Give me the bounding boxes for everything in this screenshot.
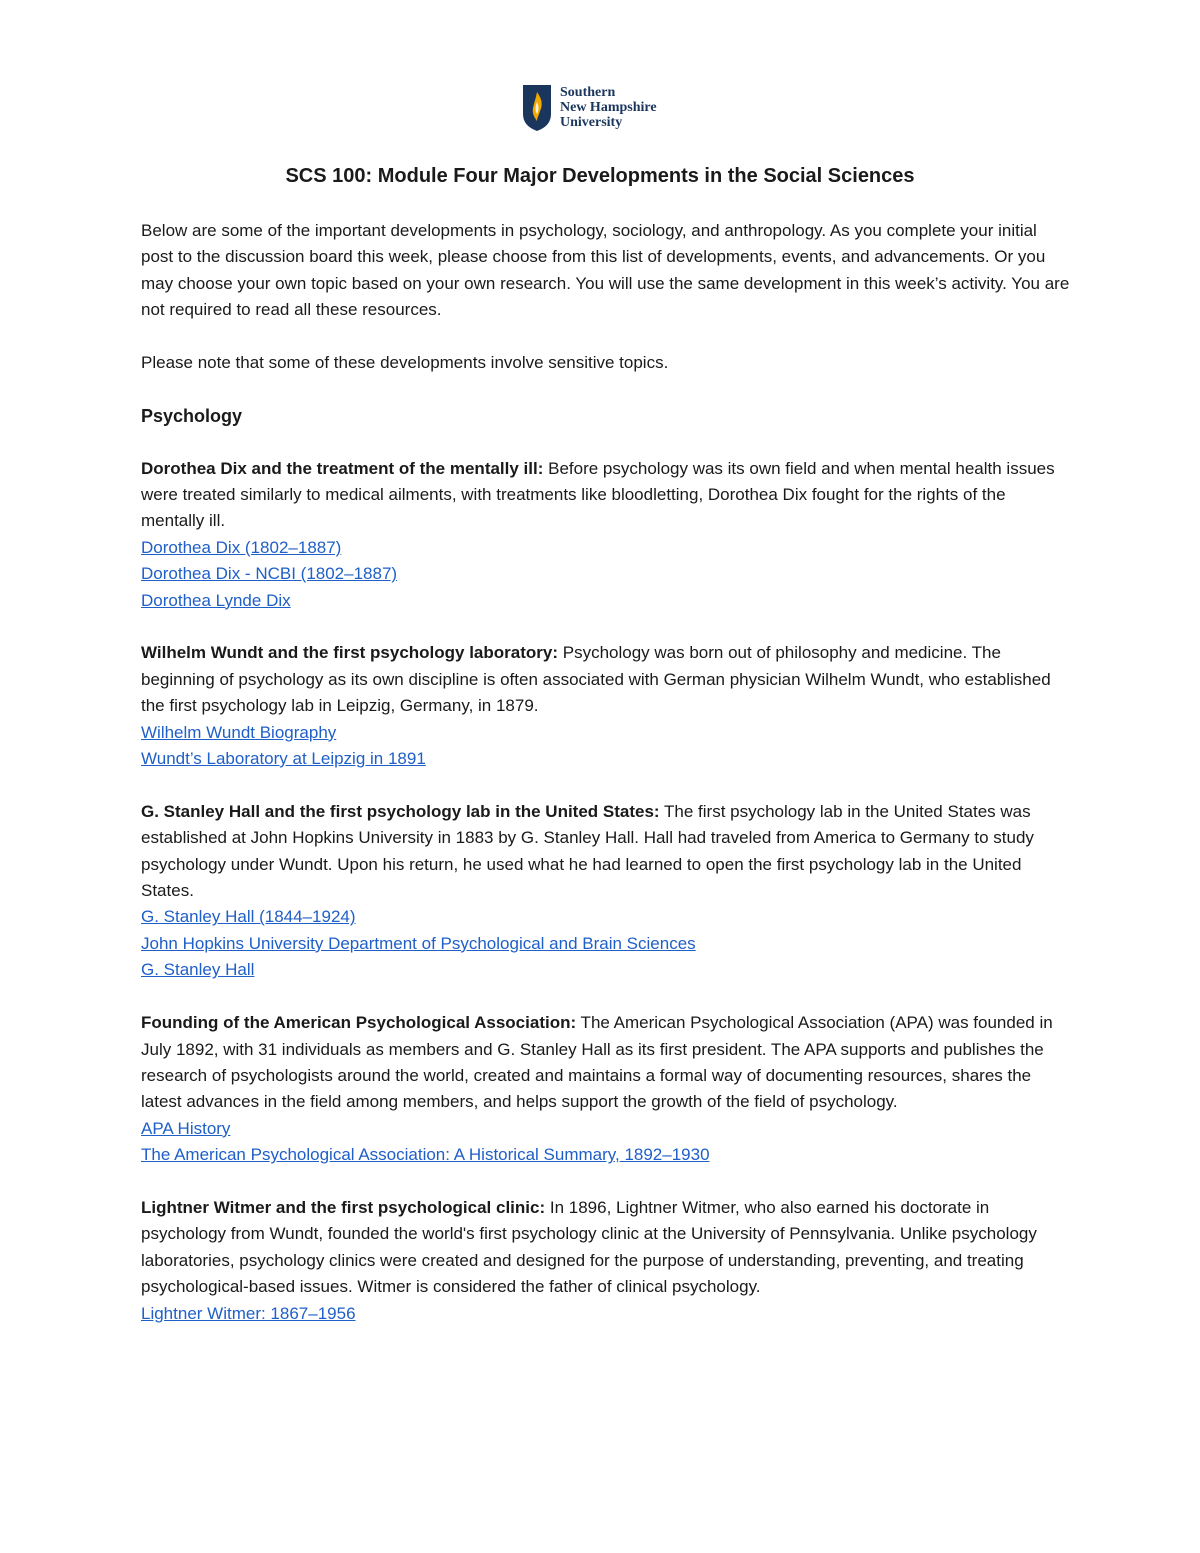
document-title: SCS 100: Module Four Major Developments in the Social Sciences — [285, 165, 915, 187]
intro-paragraph: Below are some of the important developments in psychology, sociology, and anthropology. As you complete your initial post to the discussion board this week, please choose from this list of developments, events, and advancements. Or you may choose your own topic based on your own research. You will use the same development in this week’s activity. You are not required to read all these resources. — [141, 221, 1070, 320]
logo-line-2: New Hampshire — [560, 100, 657, 115]
development-entry — [141, 1195, 1071, 1327]
entry-body: The first psychology lab in the United States was established at John Hopkins University in 1883 by G. Stanley Hall. Hall had traveled from America to Germany to study psychology under Wundt. Upon his return, he used what he had learned to open the first psychology lab in the United States. — [141, 801, 1034, 901]
resource-link[interactable]: John Hopkins University Department of Psychological and Brain Sciences — [141, 933, 696, 953]
development-entry — [141, 1010, 1071, 1168]
entry-body: Before psychology was its own field and when mental health issues were treated similarly to medical ailments, with treatments like bloodletting, Dorothea Dix fought for the rights of the mentally ill. — [141, 458, 1055, 531]
resource-link[interactable]: Wundt’s Laboratory at Leipzig in 1891 — [141, 749, 426, 769]
resource-link[interactable]: G. Stanley Hall — [141, 960, 255, 980]
logo-wordmark — [560, 85, 657, 130]
snhu-logo — [522, 84, 657, 132]
sensitivity-note: Please note that some of these developments involve sensitive topics. — [141, 353, 669, 373]
development-entry — [141, 799, 1071, 984]
entry-title: Founding of the American Psychological Association: — [141, 1013, 577, 1033]
logo-line-1: Southern — [560, 85, 616, 100]
entry-title: Wilhelm Wundt and the first psychology laboratory: — [141, 643, 559, 663]
resource-link[interactable]: APA History — [141, 1118, 231, 1138]
resource-link[interactable]: Dorothea Lynde Dix — [141, 590, 291, 610]
entry-text — [141, 799, 1071, 905]
entry-text — [141, 640, 1071, 719]
entry-body: Psychology was born out of philosophy and medicine. The beginning of psychology as its own discipline is often associated with German physician Wilhelm Wundt, who established the first psychology lab in Leipzig, Germany, in 1879. — [141, 643, 1051, 716]
resource-link[interactable]: Wilhelm Wundt Biography — [141, 722, 337, 742]
section-heading-psychology: Psychology — [141, 405, 243, 426]
entry-title: Dorothea Dix and the treatment of the mentally ill: — [141, 458, 544, 478]
logo-line-3: University — [560, 115, 623, 130]
entry-title: Lightner Witmer and the first psychological clinic: — [141, 1197, 546, 1217]
resource-link[interactable]: Lightner Witmer: 1867–1956 — [141, 1303, 356, 1323]
development-entry — [141, 640, 1071, 772]
resource-link[interactable]: G. Stanley Hall (1844–1924) — [141, 907, 356, 927]
development-entry — [141, 456, 1071, 614]
entry-text — [141, 456, 1071, 535]
shield-flame-icon — [522, 84, 552, 132]
resource-link[interactable]: The American Psychological Association: A Historical Summary, 1892–1930 — [141, 1145, 710, 1165]
resource-link[interactable]: Dorothea Dix (1802–1887) — [141, 537, 342, 557]
entry-text — [141, 1195, 1071, 1301]
document-body — [141, 165, 1071, 1353]
entry-text — [141, 1010, 1071, 1116]
entry-title: G. Stanley Hall and the first psychology lab in the United States: — [141, 801, 660, 821]
entry-body: In 1896, Lightner Witmer, who also earned his doctorate in psychology from Wundt, founded the world's first psychology clinic at the University of Pennsylvania. Unlike psychology laboratories, psychology clinics were created and designed for the purpose of understanding, preventing, and treating psychological-based issues. Witmer is considered the father of clinical psychology. — [141, 1197, 1037, 1297]
entry-body: The American Psychological Association (APA) was founded in July 1892, with 31 individuals as members and G. Stanley Hall as its first president. The APA supports and publishes the research of psychologists around the world, created and maintains a formal way of documenting resources, shares the latest advances in the field among members, and helps support the growth of the field of psychology. — [141, 1013, 1053, 1112]
resource-link[interactable]: Dorothea Dix - NCBI (1802–1887) — [141, 564, 398, 584]
